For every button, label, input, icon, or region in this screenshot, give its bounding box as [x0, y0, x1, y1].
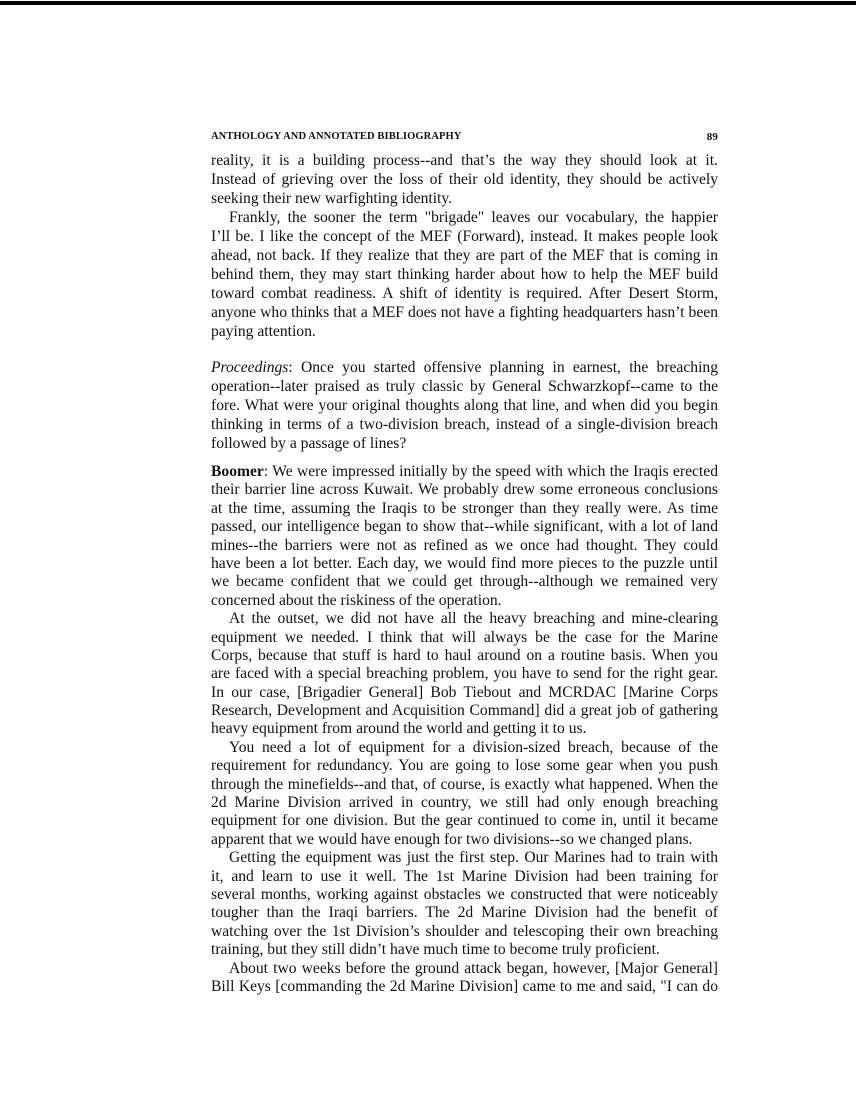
text-span: : We were impressed initially by the speed with which the Iraqis erected: [263, 463, 718, 480]
text-line: anyone who thinks that a MEF does not have a fighting headquarters hasn’t been: [211, 304, 718, 321]
question-paragraph: [211, 358, 718, 453]
text-line: equipment we needed. I think that will always be the case for the Marine: [211, 628, 718, 646]
text-line: Getting the equipment was just the first step. Our Marines had to train with: [229, 849, 718, 867]
text-line: training, but they still didn’t have much time to become truly proficient.: [211, 941, 660, 959]
text-line: At the outset, we did not have all the heavy breaching and mine-clearing: [229, 610, 718, 628]
text-line: behind them, they may start thinking harder about how to help the MEF build: [211, 266, 718, 283]
text-line: operation--later praised as truly classic by General Schwarzkopf--came to the: [211, 378, 718, 395]
text-line: thinking in terms of a two-division breach, instead of a single-division breach: [211, 416, 718, 433]
text-line: [211, 358, 718, 377]
text-line: About two weeks before the ground attack began, however, [Major General]: [229, 959, 718, 977]
text-line: several months, working against obstacles we constructed that were noticeably: [211, 885, 718, 903]
text-line: 2d Marine Division arrived in country, we still had only enough breaching: [211, 794, 718, 812]
text-line: reality, it is a building process--and that’s the way they should look at it.: [211, 152, 718, 169]
text-line: [211, 463, 718, 481]
text-line: at the time, assuming the Iraqis to be stronger than they really were. As time: [211, 499, 718, 517]
text-line: Bill Keys [commanding the 2d Marine Division] came to me and said, "I can do: [211, 977, 718, 995]
text-line: heavy equipment from around the world and getting it to us.: [211, 720, 587, 738]
text-line: their barrier line across Kuwait. We probably drew some erroneous conclusions: [211, 481, 718, 499]
text-line: fore. What were your original thoughts along that line, and when did you begin: [211, 397, 718, 414]
text-line: In our case, [Brigadier General] Bob Tiebout and MCRDAC [Marine Corps: [211, 683, 718, 701]
answer-continuation: [211, 151, 718, 341]
text-line: ahead, not back. If they realize that they are part of the MEF that is coming in: [211, 247, 718, 264]
text-line: requirement for redundancy. You are going to lose some gear when you push: [211, 757, 718, 775]
text-line: seeking their new warfighting identity.: [211, 190, 453, 207]
text-line: Frankly, the sooner the term "brigade" leaves our vocabulary, the happier: [229, 209, 718, 226]
text-line: mines--the barriers were not as refined as we once had thought. They could: [211, 536, 718, 554]
text-line: Instead of grieving over the loss of their old identity, they should be actively: [211, 171, 718, 188]
text-line: Corps, because that stuff is hard to haul around on a routine basis. When you: [211, 646, 718, 664]
text-line: toward combat readiness. A shift of identity is required. After Desert Storm,: [211, 285, 718, 302]
text-line: tougher than the Iraqi barriers. The 2d Marine Division had the benefit of: [211, 904, 718, 922]
text-span: : Once you started offensive planning in earnest, the breaching: [288, 359, 718, 376]
text-line: are faced with a special breaching problem, you have to send for the right gear.: [211, 665, 718, 683]
running-header: [211, 131, 718, 145]
text-line: apparent that we would have enough for two divisions--so we changed plans.: [211, 830, 693, 848]
text-line: followed by a passage of lines?: [211, 435, 407, 452]
text-line: concerned about the riskiness of the operation.: [211, 591, 502, 609]
text-line: I’ll be. I like the concept of the MEF (Forward), instead. It makes people look: [211, 228, 718, 245]
text-line: passed, our intelligence began to show that--while significant, with a lot of land: [211, 518, 718, 536]
text-line: You need a lot of equipment for a division-sized breach, because of the: [229, 738, 718, 756]
answer-paragraph: [211, 463, 718, 996]
text-line: we became confident that we could get through--although we remained very: [211, 573, 718, 591]
top-border-line: [0, 1, 856, 5]
running-head-title: ANTHOLOGY AND ANNOTATED BIBLIOGRAPHY: [211, 131, 462, 142]
text-line: watching over the 1st Division’s shoulder and telescoping their own breaching: [211, 922, 718, 940]
text-line: it, and learn to use it well. The 1st Marine Division had been training for: [211, 867, 718, 885]
speaker-label: Boomer: [211, 463, 264, 480]
text-line: paying attention.: [211, 323, 316, 340]
text-line: through the minefields--and that, of course, is exactly what happened. When the: [211, 775, 718, 793]
text-line: have been a lot better. Each day, we would find more pieces to the puzzle until: [211, 554, 718, 572]
text-line: equipment for one division. But the gear continued to come in, until it became: [211, 812, 718, 830]
text-line: Research, Development and Acquisition Command] did a great job of gathering: [211, 702, 718, 720]
speaker-label: Proceedings: [211, 359, 289, 376]
page-number: 89: [706, 131, 718, 143]
